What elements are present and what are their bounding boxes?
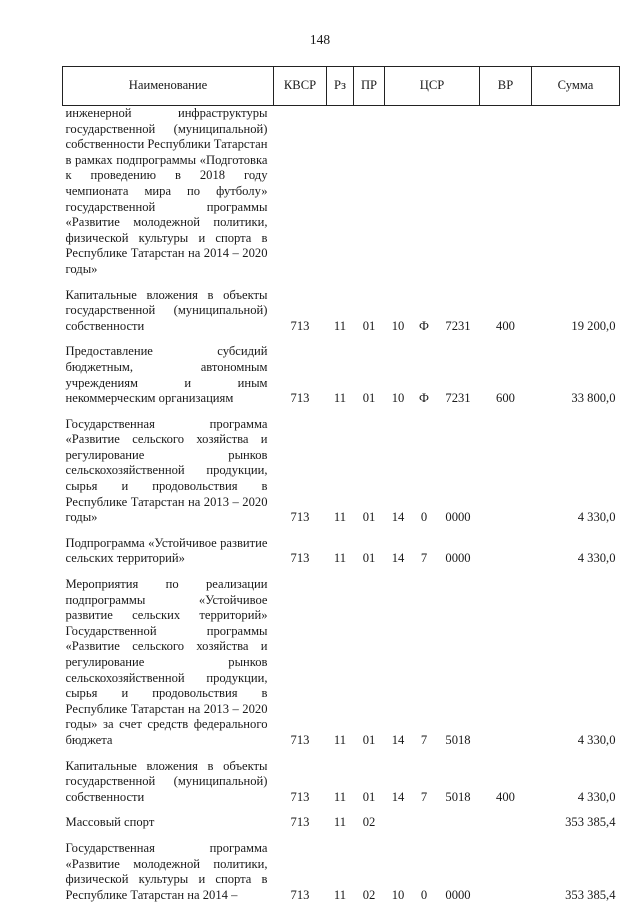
table-row bbox=[63, 417, 620, 536]
row-name: инженерной инфраструктуры государственной (муниципальной) собственности Республики Татарстан в рамках подпрограммы «Подготовка к проведению в 2018 году чемпионата мира по футболу» государственной программы «Развитие молодежной политики, физической культуры и спорта в Республике Татарстан на 2014 – 2020 годы» bbox=[65, 106, 268, 276]
row-csr-code bbox=[437, 106, 480, 288]
row-sum: 19 200,0 bbox=[571, 318, 616, 333]
table-body bbox=[63, 106, 620, 904]
row-rz: 11 bbox=[333, 815, 347, 830]
row-csr-program: 10 bbox=[391, 887, 405, 902]
row-pr: 01 bbox=[362, 732, 376, 747]
row-csr-subprogram: 7 bbox=[420, 551, 428, 566]
row-vr bbox=[480, 815, 532, 841]
row-sum: 4 330,0 bbox=[577, 789, 616, 804]
row-name: Капитальные вложения в объекты государственной (муниципальной) собственности bbox=[65, 287, 268, 333]
row-csr-program bbox=[385, 106, 412, 288]
row-vr bbox=[480, 106, 532, 288]
row-kvsr: 713 bbox=[290, 732, 310, 747]
table-row bbox=[63, 106, 620, 288]
row-sum: 353 385,4 bbox=[565, 815, 616, 830]
row-name: Государственная программа «Развитие молодежной политики, физической культуры и спорта в Республике Татарстан на 2014 – bbox=[65, 840, 268, 902]
row-rz: 11 bbox=[333, 318, 347, 333]
row-kvsr: 713 bbox=[290, 789, 310, 804]
row-name: Массовый спорт bbox=[65, 815, 155, 830]
row-pr: 01 bbox=[362, 510, 376, 525]
row-csr-code: 7231 bbox=[445, 318, 471, 333]
row-csr-program: 10 bbox=[391, 318, 405, 333]
row-pr: 02 bbox=[362, 815, 376, 830]
table-row bbox=[63, 288, 620, 345]
table-row bbox=[63, 536, 620, 577]
row-pr: 01 bbox=[362, 789, 376, 804]
row-kvsr bbox=[274, 106, 327, 288]
row-csr-subprogram: Ф bbox=[419, 391, 429, 406]
row-name: Капитальные вложения в объекты государственной (муниципальной) собственности bbox=[65, 758, 268, 804]
row-kvsr: 713 bbox=[290, 391, 310, 406]
table-row bbox=[63, 841, 620, 903]
row-rz bbox=[327, 106, 354, 288]
row-name: Государственная программа «Развитие сельского хозяйства и регулирование рынков сельскохозяйственной продукции, сырья и продовольствия в Республике Татарстан на 2013 – 2020 годы» bbox=[65, 416, 268, 525]
row-rz: 11 bbox=[333, 789, 347, 804]
row-vr bbox=[480, 417, 532, 536]
table-row bbox=[63, 815, 620, 841]
row-csr-program: 14 bbox=[391, 732, 405, 747]
row-vr: 400 bbox=[496, 789, 515, 804]
row-csr-program: 10 bbox=[391, 391, 405, 406]
row-csr-code: 0000 bbox=[445, 887, 471, 902]
row-sum: 4 330,0 bbox=[577, 732, 616, 747]
row-pr: 01 bbox=[362, 391, 376, 406]
header-pr: ПР bbox=[354, 67, 385, 106]
row-csr-subprogram: 0 bbox=[420, 887, 428, 902]
table-row bbox=[63, 759, 620, 816]
row-kvsr: 713 bbox=[290, 551, 310, 566]
row-rz: 11 bbox=[333, 732, 347, 747]
row-vr: 600 bbox=[496, 391, 515, 406]
row-name: Подпрограмма «Устойчивое развитие сельских территорий» bbox=[65, 535, 268, 566]
row-kvsr: 713 bbox=[290, 815, 310, 830]
table-row bbox=[63, 344, 620, 416]
budget-table bbox=[62, 66, 620, 903]
row-csr-code: 5018 bbox=[445, 789, 471, 804]
header-sum: Сумма bbox=[532, 67, 620, 106]
row-csr-subprogram: Ф bbox=[419, 318, 429, 333]
row-vr bbox=[480, 577, 532, 759]
page-number: 148 bbox=[309, 32, 331, 47]
row-pr bbox=[354, 106, 385, 288]
row-sum: 353 385,4 bbox=[565, 887, 616, 902]
row-csr-code: 0000 bbox=[445, 510, 471, 525]
table-header-row bbox=[63, 67, 620, 106]
row-pr: 01 bbox=[362, 551, 376, 566]
row-vr: 400 bbox=[496, 318, 515, 333]
row-csr-code: 5018 bbox=[445, 732, 471, 747]
row-vr bbox=[480, 536, 532, 577]
row-rz: 11 bbox=[333, 551, 347, 566]
row-vr bbox=[480, 841, 532, 903]
row-csr-subprogram: 0 bbox=[420, 510, 428, 525]
row-pr: 01 bbox=[362, 318, 376, 333]
row-csr-code bbox=[437, 815, 480, 841]
row-sum: 4 330,0 bbox=[577, 551, 616, 566]
row-sum: 4 330,0 bbox=[577, 510, 616, 525]
row-csr-program: 14 bbox=[391, 510, 405, 525]
row-pr: 02 bbox=[362, 887, 376, 902]
row-csr-subprogram: 7 bbox=[420, 789, 428, 804]
header-kvsr: КВСР bbox=[274, 67, 327, 106]
row-csr-program: 14 bbox=[391, 551, 405, 566]
row-rz: 11 bbox=[333, 887, 347, 902]
row-sum: 33 800,0 bbox=[571, 391, 616, 406]
row-csr-subprogram bbox=[412, 815, 437, 841]
row-csr-subprogram: 7 bbox=[420, 732, 428, 747]
table-row bbox=[63, 577, 620, 759]
row-csr-subprogram bbox=[412, 106, 437, 288]
row-name: Предоставление субсидий бюджетным, автономным учреждениям и иным некоммерческим организациям bbox=[65, 344, 268, 406]
header-rz: Рз bbox=[327, 67, 354, 106]
row-sum bbox=[532, 106, 620, 288]
row-kvsr: 713 bbox=[290, 510, 310, 525]
row-csr-code: 7231 bbox=[445, 391, 471, 406]
row-csr-program bbox=[385, 815, 412, 841]
row-kvsr: 713 bbox=[290, 318, 310, 333]
row-csr-program: 14 bbox=[391, 789, 405, 804]
header-csr: ЦСР bbox=[385, 67, 480, 106]
row-csr-code: 0000 bbox=[445, 551, 471, 566]
row-kvsr: 713 bbox=[290, 887, 310, 902]
header-vr: ВР bbox=[480, 67, 532, 106]
row-rz: 11 bbox=[333, 391, 347, 406]
row-name: Мероприятия по реализации подпрограммы «Устойчивое развитие сельских территорий» Государственной программы «Развитие сельского хозяйства и регулирование рынков сельскохозяйственной продукции, сырья и продовольствия в Республике Татарстан на 2013 – 2020 годы» за счет средств федерального бюджета bbox=[65, 577, 268, 747]
row-rz: 11 bbox=[333, 510, 347, 525]
header-name: Наименование bbox=[63, 67, 274, 106]
